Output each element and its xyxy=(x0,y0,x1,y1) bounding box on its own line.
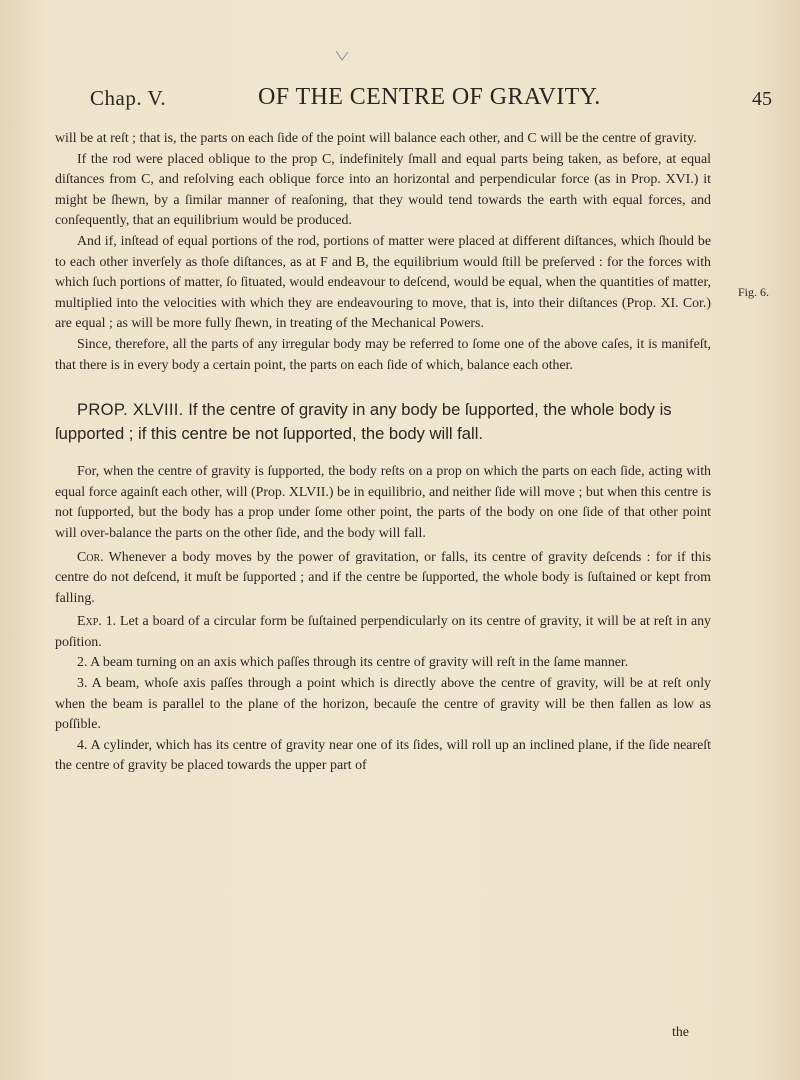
paragraph-oblique-rod: If the rod were placed oblique to the prop C, indefinitely ſmall and equal parts being taken, as before, at equal diſtances from C, and reſolving each oblique force into an horizontal and perpendicular force (as in Prop. XVI.) it might be ſhewn, by a ſimilar manner of reaſoning, that they would tend towards the earth with equal forces, and conſequently, that an equilibrium would be produced. xyxy=(55,151,711,229)
main-text xyxy=(55,129,711,777)
experiment-item xyxy=(55,674,711,736)
experiment-item xyxy=(55,653,711,674)
experiment-number: 2. xyxy=(77,655,88,671)
experiment-text: A beam turning on an axis which paſſes through its centre of gravity will reſt in the ſame manner. xyxy=(90,655,629,671)
experiment-item xyxy=(55,736,711,777)
proposition-statement: If the centre of gravity in any body be ſupported, the whole body is ſupported ; if this centre be not ſupported, the body will fall. xyxy=(55,400,672,444)
paragraph-proof: For, when the centre of gravity is ſupported, the body reſts on a prop on which the parts on each ſide, acting with equal force againſt each other, will (Prop. XLVII.) be in equilibrio, and neither ſide will move ; but when this centre is not ſupported, but the body has a prop under ſome other point, the parts of the body on one ſide of that other point will over-balance the parts on the other ſide, and the body will fall. xyxy=(55,464,711,541)
page-title: OF THE CENTRE OF GRAVITY. xyxy=(258,84,601,110)
experiment-label: Exp. xyxy=(77,614,102,630)
corollary-label: Cor. xyxy=(77,549,104,565)
chapter-heading: Chap. V. xyxy=(90,86,167,110)
paragraph-continued: will be at reſt ; that is, the parts on each ſide of the point will balance each other, and C will be the centre of gravity. xyxy=(55,131,697,146)
experiment-number: 3. xyxy=(77,676,88,692)
experiment-number: 4. xyxy=(77,737,88,753)
experiment-number: 1. xyxy=(105,614,117,630)
paragraph-corollary xyxy=(55,548,711,610)
corollary-text: Whenever a body moves by the power of gravitation, or falls, its centre of gravity deſcends : for if this centre do not deſcend, it muſt be ſupported ; and if the centre be ſupported, the whole body is ſuſtained or kept from falling. xyxy=(55,549,711,606)
pencil-mark xyxy=(335,50,349,62)
figure-reference: Fig. 6. xyxy=(738,285,770,299)
page-number: 45 xyxy=(752,88,772,110)
running-header xyxy=(90,86,772,114)
experiment-text: A cylinder, which has its centre of gravity near one of its ſides, will roll up an inclined plane, if the ſide neareſt the centre of gravity be placed towards the upper part of xyxy=(55,737,711,774)
experiment-text: A beam, whoſe axis paſſes through a point which is directly above the centre of gravity, will be at reſt only when the beam is parallel to the plane of the horizon, becauſe the centre of gravity will be then fallen as low as poſſible. xyxy=(55,676,711,733)
catchword: the xyxy=(672,1025,689,1040)
proposition-label: PROP. XLVIII. xyxy=(77,400,184,420)
experiment-text: Let a board of a circular form be ſuſtained perpendicularly on its centre of gravity, it will be at reſt in any poſition. xyxy=(55,614,712,650)
paragraph-unequal-portions: And if, inſtead of equal portions of the rod, portions of matter were placed at different diſtances, which ſhould be to each other inverſely as thoſe diſtances, as at F and B, the equilibrium would ſtill be preſerved : for the forces with which ſuch portions of matter, ſo ſituated, would endeavour to deſcend, would be equal, when the quantities of matter, multiplied into the velocities with which they are endeavouring to move, that is, into their diſtances (Prop. XI. Cor.) are equal ; as will be more fully ſhewn, in treating of the Mechanical Powers. xyxy=(55,233,711,332)
paragraph-irregular-body: Since, therefore, all the parts of any irregular body may be referred to ſome one of the above caſes, it is manifeſt, that there is in every body a certain point, the parts on each ſide of which, balance each other. xyxy=(55,336,711,373)
proposition xyxy=(55,398,711,446)
experiment-item xyxy=(55,612,711,653)
